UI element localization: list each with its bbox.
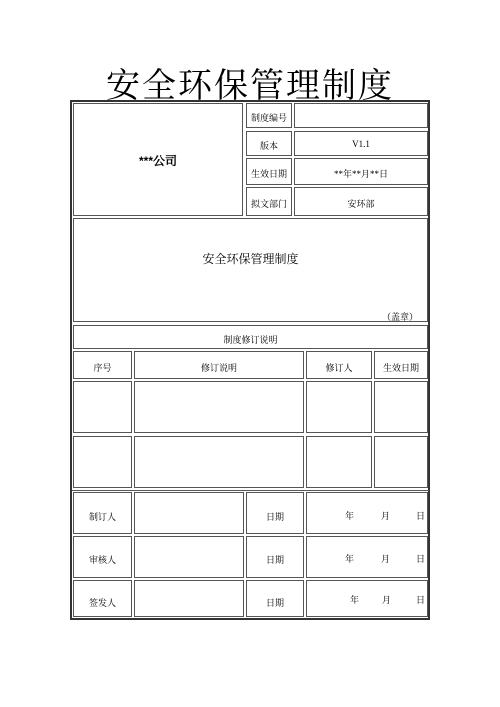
code-value-cell: [294, 103, 428, 128]
version-value: V1.1: [352, 139, 370, 149]
revision-row-1-no: [73, 381, 132, 433]
signoff-row-2-month: 月: [381, 554, 391, 564]
version-label: 版本: [259, 141, 278, 151]
revision-row-1-reviser: [306, 381, 372, 433]
col-date: 生效日期: [382, 363, 419, 373]
signoff-row-1-date-cell: [306, 492, 428, 534]
signoff-row-3-date-cell: [306, 580, 428, 617]
signoff-row-1-day: 日: [416, 511, 426, 521]
signoff-row-2-year: 年: [345, 554, 355, 564]
signoff-row-2-day: 日: [416, 554, 426, 564]
effective-value: **年**月**日: [333, 169, 388, 179]
document-title: 安全环保管理制度: [106, 68, 394, 105]
signoff-row-3-year: 年: [350, 595, 360, 605]
revision-row-2-no: [73, 436, 132, 488]
signoff-row-3-day: 日: [416, 595, 426, 605]
signoff-row-1-month: 月: [381, 511, 391, 521]
revision-row-1-desc: [134, 381, 304, 433]
signoff-row-2-date-cell: [306, 536, 428, 578]
revision-row-2-date: [374, 436, 428, 488]
dept-value: 安环部: [347, 199, 375, 209]
code-label: 制度编号: [250, 113, 287, 123]
seal-note: （盖章）: [382, 312, 419, 322]
signoff-row-2-role: 审核人: [88, 555, 116, 565]
signoff-row-3-role: 签发人: [88, 598, 116, 608]
signoff-divider: [72, 490, 429, 491]
signoff-row-1-sign-cell: [134, 492, 244, 534]
signoff-row-3-date-label: 日期: [265, 598, 284, 608]
signoff-row-1-year: 年: [345, 511, 355, 521]
dept-label: 拟文部门: [250, 199, 287, 209]
body-title: 安全环保管理制度: [202, 252, 299, 266]
signoff-row-1-date-label: 日期: [265, 512, 284, 522]
col-reviser: 修订人: [325, 363, 353, 373]
body-cell: [73, 218, 428, 322]
signoff-row-3-sign-cell: [134, 580, 244, 617]
revision-row-2-desc: [134, 436, 304, 488]
revision-heading: 制度修订说明: [223, 335, 278, 345]
signoff-row-2-date-label: 日期: [265, 555, 284, 565]
effective-label: 生效日期: [250, 169, 287, 179]
company-name: ***公司: [138, 154, 177, 168]
col-no: 序号: [93, 363, 112, 373]
col-desc: 修订说明: [200, 363, 237, 373]
revision-row-2-reviser: [306, 436, 372, 488]
revision-row-1-date: [374, 381, 428, 433]
signoff-row-3-month: 月: [382, 595, 392, 605]
signoff-row-2-sign-cell: [134, 536, 244, 578]
signoff-row-1-role: 制订人: [88, 512, 116, 522]
